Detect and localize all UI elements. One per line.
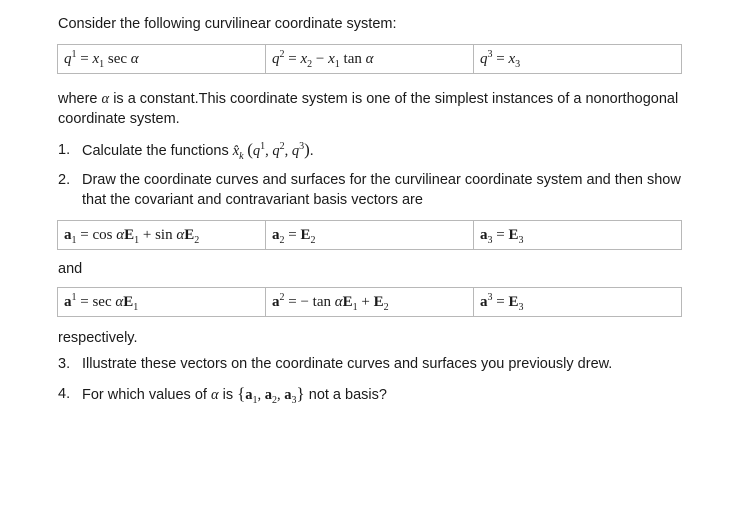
coord-q1-equation: $q^1 = x_1$ sec α — [64, 48, 139, 70]
constant-description — [58, 89, 698, 129]
item-1-text: Calculate the functions — [82, 143, 229, 159]
contravariant-a3-cell — [474, 288, 681, 316]
item-4-number: 4. — [58, 386, 71, 402]
coord-q3-cell — [474, 45, 681, 73]
item-3-text: Illustrate these vectors on the coordinate curves and surfaces you previously drew. — [82, 356, 613, 372]
item-2 — [58, 170, 698, 210]
covariant-a2-equation: $a_2 = E_2$ — [272, 226, 316, 246]
item-4-prefix: For which values of — [82, 387, 207, 403]
alpha-symbol: α — [101, 91, 110, 107]
contravariant-a3-equation: $a^3 = E_3$ — [480, 291, 524, 313]
contravariant-a2-cell — [266, 288, 474, 316]
constant-prefix: where — [58, 91, 98, 107]
constant-suffix: is a constant.This coordinate system is one of the simplest instances of a nonorthogonal coordinate system. — [58, 91, 679, 127]
item-3 — [58, 354, 698, 374]
coord-q3-equation: $q^3 = x_3$ — [480, 48, 521, 70]
covariant-a3-equation: $a_3 = E_3$ — [480, 226, 524, 246]
contravariant-basis-table — [57, 287, 682, 317]
coordinate-table — [57, 44, 682, 74]
item-3-number: 3. — [58, 356, 71, 372]
and-text: and — [58, 261, 83, 277]
item-4 — [58, 384, 698, 405]
contravariant-a1-equation: $a^1 = \sec \alpha E_1$ — [64, 291, 139, 313]
item-1-number: 1. — [58, 142, 71, 158]
item-4-mid: is — [222, 387, 234, 403]
contravariant-a1-cell — [58, 288, 266, 316]
covariant-a1-equation: $a_1 = \cos \alpha E_1 + \sin \alpha E_2$ — [64, 226, 200, 246]
covariant-a2-cell — [266, 221, 474, 249]
intro-text: Consider the following curvilinear coordinate system: — [58, 16, 397, 32]
item-1-math: $x̂_k$ ($q^1$, $q^2$, $q^3$). — [232, 140, 314, 162]
coord-q2-equation: $q^2 = x_2 - x_1$ tan α — [272, 48, 374, 70]
contravariant-a2-equation: $a^2$ = − $\tan \alpha E_1 + E_2$ — [272, 291, 389, 313]
item-2-number: 2. — [58, 172, 71, 188]
respectively-text: respectively. — [58, 330, 138, 346]
item-4-basis-set: {$a_1$, $a_2$, $a_3$} — [237, 384, 305, 406]
item-1 — [58, 140, 698, 161]
covariant-a3-cell — [474, 221, 681, 249]
covariant-a1-cell — [58, 221, 266, 249]
coord-q2-cell — [266, 45, 474, 73]
item-4-suffix: not a basis? — [308, 387, 387, 403]
covariant-basis-table — [57, 220, 682, 250]
coord-q1-cell — [58, 45, 266, 73]
item-4-alpha: α — [210, 387, 219, 403]
item-2-text: Draw the coordinate curves and surfaces for the curvilinear coordinate system and then show that the covariant and contravariant basis vectors are — [82, 172, 681, 208]
